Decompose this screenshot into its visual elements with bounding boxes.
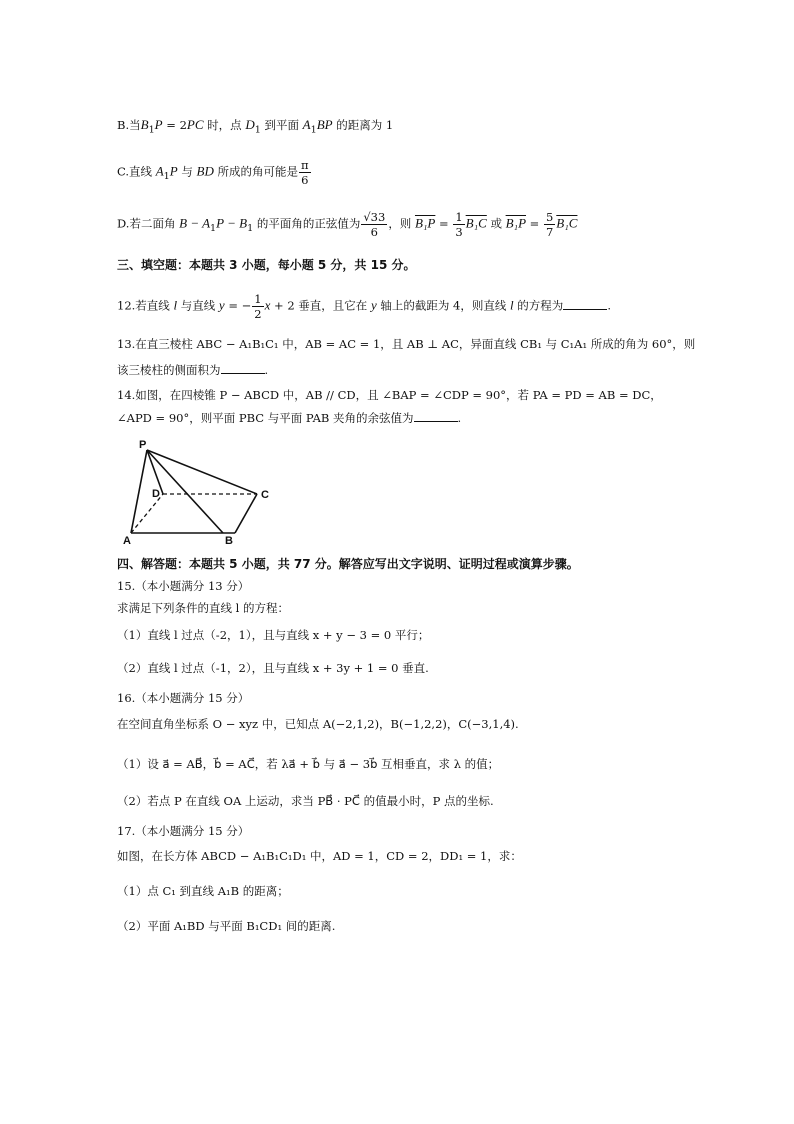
option-c: C.直线 $A_1P$ 与 BD 所成的角可能是 $\frac{\pi}{6}$ (117, 158, 309, 187)
pyramid-figure (117, 436, 277, 546)
question-17-heading: 17.（本小题满分 15 分） (117, 824, 250, 838)
question-17-intro: 如图，在长方体 ABCD − A₁B₁C₁D₁ 中，AD = 1，CD = 2，DD₁ = 1，求： (117, 849, 522, 863)
option-d: D.若二面角 $B - A_1P - B_1$ 的平面角的正弦值为 $\frac{√33}{6}$ ，则 B₁P = $\frac{1}{3}$ B₁C 或 B₁P = $\frac{5}{7}$ B₁C (117, 210, 578, 239)
edge-PC (147, 450, 257, 494)
label-C: C (261, 489, 269, 501)
question-16-part-2: （2）若点 P 在直线 OA 上运动，求当 PB⃗ · PC⃗ 的值最小时，P 点的坐标. (117, 794, 494, 808)
question-15-part-2: （2）直线 l 过点（-1，2），且与直线 x + 3y + 1 = 0 垂直. (117, 661, 429, 675)
question-16-heading: 16.（本小题满分 15 分） (117, 691, 250, 705)
edge-PA (131, 450, 147, 533)
question-15-intro: 求满足下列条件的直线 l 的方程： (117, 601, 289, 615)
fraction-sqrt33-6: $\frac{√33}{6}$ (363, 210, 386, 239)
section-3-heading: 三、填空题：本题共 3 小题，每小题 5 分，共 15 分。 (117, 258, 416, 272)
question-13-line-1: 13.在直三棱柱 ABC − A₁B₁C₁ 中，AB = AC = 1，且 AB ⊥ AC，异面直线 CB₁ 与 C₁A₁ 所成的角为 60°，则 (117, 337, 696, 351)
question-17-part-2: （2）平面 A₁BD 与平面 B₁CD₁ 间的距离. (117, 919, 336, 933)
option-b: B.当$B_1P = 2PC$ 时，点 $D_1$ 到平面 $A_1BP$ 的距离为 1 (117, 117, 394, 136)
question-15-part-1: （1）直线 l 过点（-2，1），且与直线 x + y − 3 = 0 平行； (117, 628, 430, 642)
edge-BC (235, 494, 257, 533)
label-B: B (225, 535, 233, 546)
answer-blank-12 (563, 299, 607, 310)
label-D: D (152, 488, 160, 500)
label-P: P (139, 439, 147, 451)
label-A: A (123, 535, 131, 546)
answer-blank-13 (221, 363, 265, 374)
section-4-heading: 四、解答题：本题共 5 小题，共 77 分。解答应写出文字说明、证明过程或演算步骤。 (117, 557, 579, 571)
question-16-intro: 在空间直角坐标系 O − xyz 中，已知点 A(−2,1,2)，B(−1,2,2)，C(−3,1,4). (117, 717, 519, 731)
question-15-heading: 15.（本小题满分 13 分） (117, 579, 250, 593)
question-14-line-2: ∠APD = 90°，则平面 PBC 与平面 PAB 夹角的余弦值为 . (117, 411, 462, 425)
question-17-part-1: （1）点 C₁ 到直线 A₁B 的距离； (117, 884, 289, 898)
question-13-line-2: 该三棱柱的侧面积为 . (117, 363, 269, 377)
question-12: 12.若直线 l 与直线 y = − $\frac{1}{2}$ x + 2 垂直，且它在 y 轴上的截距为 4，则直线 l 的方程为 . (117, 292, 611, 321)
question-16-part-1: （1）设 a⃗ = AB⃗，b⃗ = AC⃗，若 λa⃗ + b⃗ 与 a⃗ − 3b⃗ 互相垂直，求 λ 的值； (117, 757, 500, 771)
question-14-line-1: 14.如图，在四棱锥 P − ABCD 中，AB // CD，且 ∠BAP = ∠CDP = 90°，若 PA = PD = AB = DC， (117, 388, 662, 402)
fraction-pi-6: $\frac{\pi}{6}$ (301, 158, 309, 187)
answer-blank-14 (414, 411, 458, 422)
